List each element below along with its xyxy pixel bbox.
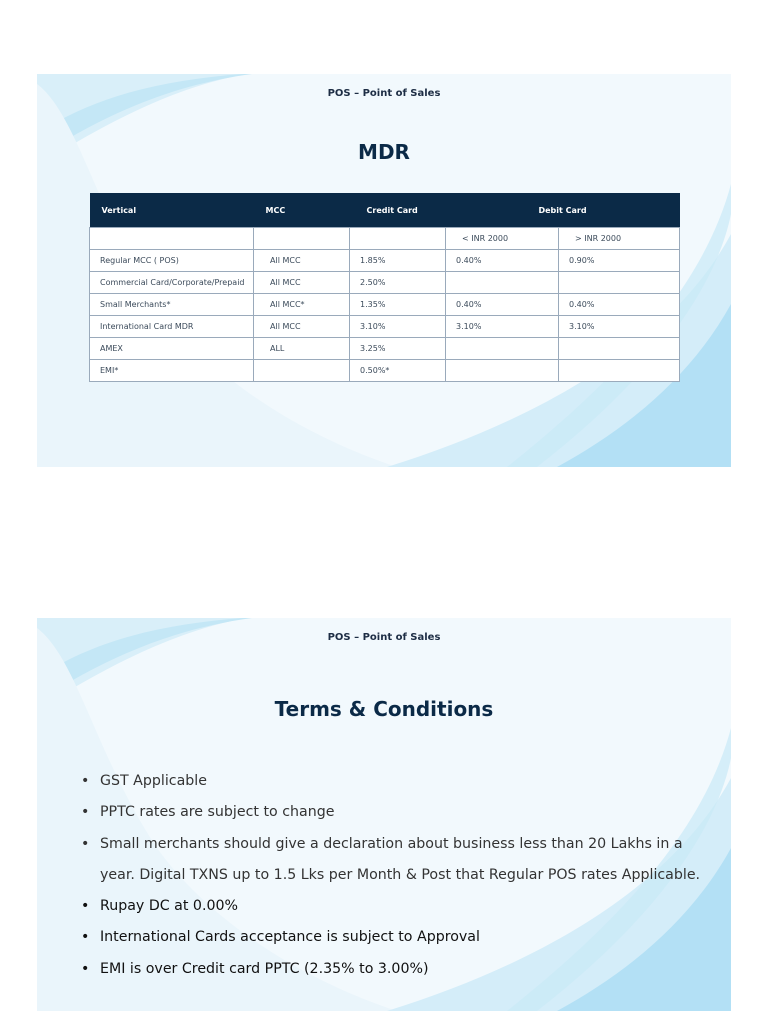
bullet-icon: • [81,773,90,789]
table-cell [559,338,680,360]
table-cell: Commercial Card/Corporate/Prepaid [90,272,254,294]
table-cell [446,360,559,382]
subheader-above-2000: > INR 2000 [559,228,680,250]
table-cell: 0.40% [446,294,559,316]
mdr-table [89,193,680,382]
list-item [79,829,719,892]
table-cell [350,228,446,250]
table-row [90,316,680,338]
slide-header: POS – Point of Sales [327,88,441,99]
table-subheader-row [90,228,680,250]
bullet-icon: • [81,835,90,852]
table-header-row [90,193,680,228]
table-cell: International Card MDR [90,316,254,338]
column-header-mcc: MCC [254,193,350,228]
table-cell: All MCC [254,316,350,338]
table-cell: 0.50%* [350,360,446,382]
table-cell [559,360,680,382]
table-cell: ALL [254,338,350,360]
list-item [79,922,719,953]
list-item-text: Small merchants should give a declaration about business less than 20 Lakhs in a year. Digital TXNS up to 1.5 Lks per Month & Post that Regular POS rates Applicable. [100,835,701,883]
table-cell: 3.10% [350,316,446,338]
table-cell: Small Merchants* [90,294,254,316]
slide-title: Terms & Conditions [274,697,494,721]
column-header-debit-card: Debit Card [446,193,680,228]
column-header-credit-card: Credit Card [350,193,446,228]
table-cell [446,272,559,294]
mdr-slide [37,74,731,467]
table-cell: All MCC [254,272,350,294]
subheader-below-2000: < INR 2000 [446,228,559,250]
table-cell: All MCC [254,250,350,272]
terms-list [79,766,719,985]
table-cell: 2.50% [350,272,446,294]
list-item [79,797,719,828]
list-item-text: International Cards acceptance is subject to Approval [100,929,480,946]
list-item [79,766,719,797]
list-item-text: PPTC rates are subject to change [100,804,335,821]
bullet-icon: • [81,898,90,915]
table-cell: 3.25% [350,338,446,360]
slide-header: POS – Point of Sales [327,632,441,643]
table-cell [254,360,350,382]
table-row [90,250,680,272]
table-cell: 3.10% [559,316,680,338]
table-cell [90,228,254,250]
table-cell: 1.85% [350,250,446,272]
list-item-text: Rupay DC at 0.00% [100,898,238,915]
table-cell [446,338,559,360]
table-cell [254,228,350,250]
list-item [79,954,719,985]
bullet-icon: • [81,929,90,946]
table-cell: Regular MCC ( POS) [90,250,254,272]
table-cell: All MCC* [254,294,350,316]
table-row [90,360,680,382]
table-cell: 3.10% [446,316,559,338]
list-item [79,891,719,922]
list-item-text: EMI is over Credit card PPTC (2.35% to 3.00%) [100,960,429,977]
list-item-text: GST Applicable [100,773,207,789]
table-cell: 0.40% [446,250,559,272]
table-cell [559,272,680,294]
bullet-icon: • [81,960,90,977]
table-cell: EMI* [90,360,254,382]
table-cell: 1.35% [350,294,446,316]
table-cell: 0.40% [559,294,680,316]
table-cell: AMEX [90,338,254,360]
column-header-vertical: Vertical [90,193,254,228]
bullet-icon: • [81,804,90,821]
slide-title: MDR [358,140,410,164]
table-row [90,294,680,316]
terms-slide [37,618,731,1011]
table-row [90,338,680,360]
table-cell: 0.90% [559,250,680,272]
table-row [90,272,680,294]
